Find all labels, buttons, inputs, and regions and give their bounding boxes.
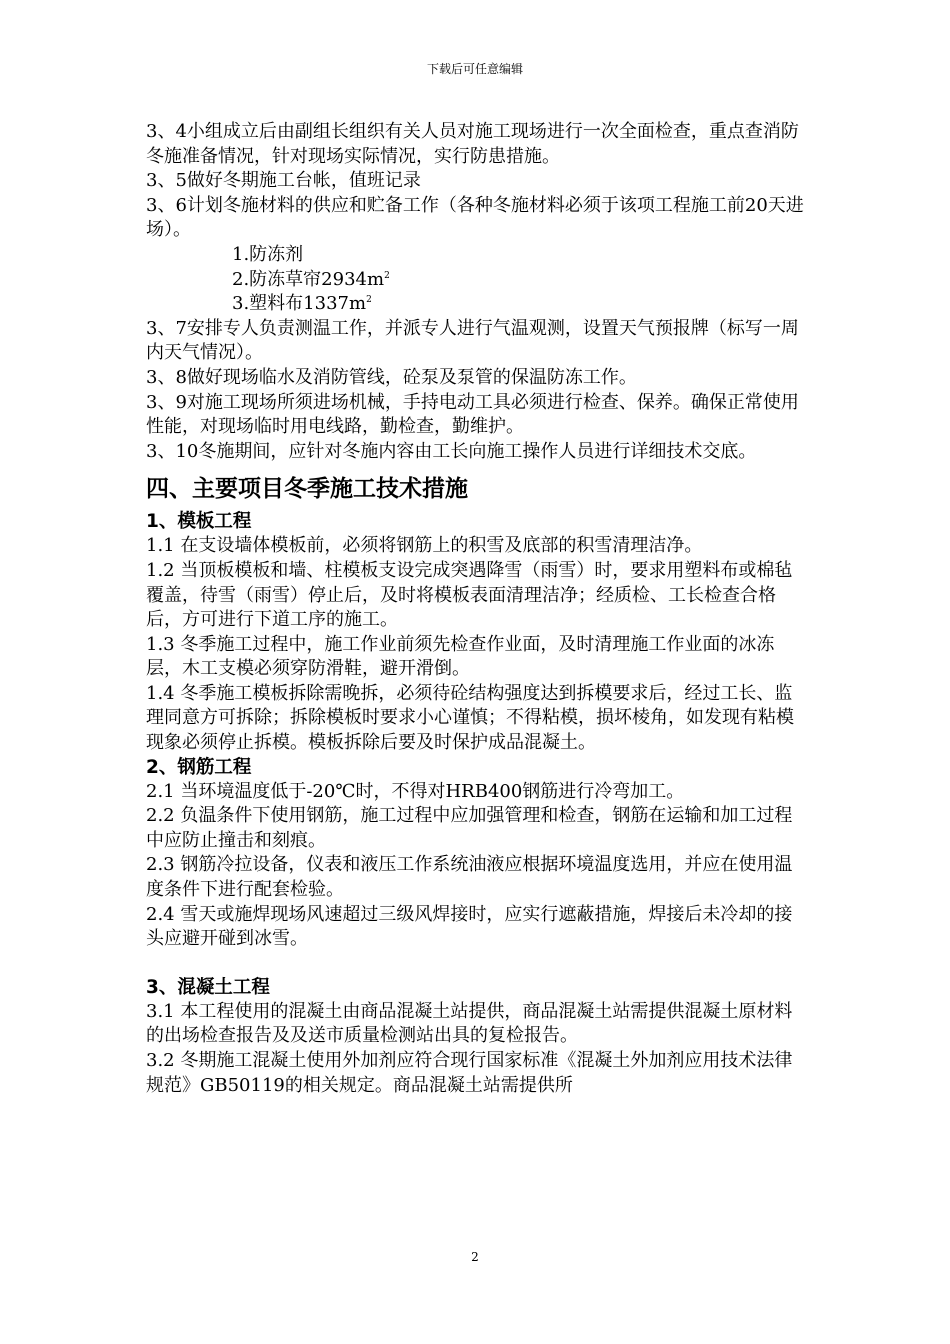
paragraph-2-2: 2.2 负温条件下使用钢筋，施工过程中应加强管理和检查，钢筋在运输和加工过程中应防止撞击和刻痕。 xyxy=(146,805,793,851)
paragraph-3-6: 3、6计划冬施材料的供应和贮备工作（各种冬施材料必须于该项工程施工前20天进场）。 xyxy=(146,194,804,241)
paragraph-3-7: 3、7安排专人负责测温工作，并派专人进行气温观测，设置天气预报牌（标写一周内天气情况）。 xyxy=(146,317,799,364)
paragraph-1-4: 1.4 冬季施工模板拆除需晚拆，必须待砼结构强度达到拆模要求后，经过工长、监理同意方可拆除；拆除模板时要求小心谨慎；不得粘模，损坏棱角，如发现有粘模现象必须停止拆模。模板拆除后要及时保护成品混凝土。 xyxy=(146,682,794,754)
material-item: 2.防冻草帘$2934m^2$ xyxy=(232,268,390,290)
section-heading: 四、主要项目冬季施工技术措施 xyxy=(146,476,468,503)
paragraph-3-10: 3、10冬施期间，应针对冬施内容由工长向施工操作人员进行详细技术交底。 xyxy=(146,440,757,462)
page-number: 2 xyxy=(471,1250,479,1264)
paragraph-1-2: 1.2 当顶板模板和墙、柱模板支设完成突遇降雪（雨雪）时，要求用塑料布或棉毡覆盖，待雪（雨雪）停止后，及时将模板表面清理洁净；经质检、工长检查合格后，方可进行下道工序的施工。 xyxy=(146,559,793,631)
paragraph-2-1: 2.1 当环境温度低于-20℃时，不得对HRB400钢筋进行冷弯加工。 xyxy=(146,780,685,802)
subsection-heading-rebar: 2、钢筋工程 xyxy=(146,756,252,778)
paragraph-3-9: 3、9对施工现场所须进场机械，手持电动工具必须进行检查、保养。确保正常使用性能，对现场临时用电线路，勤检查，勤维护。 xyxy=(146,391,799,438)
paragraph-2-3: 2.3 钢筋冷拉设备，仪表和液压工作系统油液应根据环境温度选用，并应在使用温度条件下进行配套检验。 xyxy=(146,854,793,901)
subsection-heading-formwork: 1、模板工程 xyxy=(146,511,252,533)
subsection-heading-concrete: 3、混凝土工程 xyxy=(146,976,270,998)
paragraph-3-8: 3、8做好现场临水及消防管线，砼泵及泵管的保温防冻工作。 xyxy=(146,366,637,388)
paragraph-1-3: 1.3 冬季施工过程中，施工作业前须先检查作业面，及时清理施工作业面的冰冻层，木工支模必须穿防滑鞋，避开滑倒。 xyxy=(146,633,775,680)
paragraph-3-1: 3.1 本工程使用的混凝土由商品混凝土站提供，商品混凝土站需提供混凝土原材料的出场检查报告及及送市质量检测站出具的复检报告。 xyxy=(146,1000,793,1047)
material-item: 3.塑料布$1337m^2$ xyxy=(232,293,372,315)
paragraph-2-4: 2.4 雪天或施焊现场风速超过三级风焊接时，应实行遮蔽措施，焊接后未冷却的接头应避开碰到冰雪。 xyxy=(146,903,793,950)
paragraph-1-1: 1.1 在支设墙体模板前，必须将钢筋上的积雪及底部的积雪清理洁净。 xyxy=(146,535,703,557)
document-body xyxy=(146,120,806,1098)
material-item: 1.防冻剂 xyxy=(232,243,304,265)
paragraph-3-4: 3、4小组成立后由副组长组织有关人员对施工现场进行一次全面检查，重点查消防冬施准备情况，针对现场实际情况，实行防患措施。 xyxy=(146,121,799,167)
paragraph-3-2: 3.2 冬期施工混凝土使用外加剂应符合现行国家标准《混凝土外加剂应用技术法律规范》GB50119的相关规定。商品混凝土站需提供所 xyxy=(146,1050,793,1096)
page-header: 下载后可任意编辑 xyxy=(426,62,523,76)
blank-line xyxy=(146,952,806,976)
paragraph-3-5: 3、5做好冬期施工台帐，值班记录 xyxy=(146,170,421,192)
